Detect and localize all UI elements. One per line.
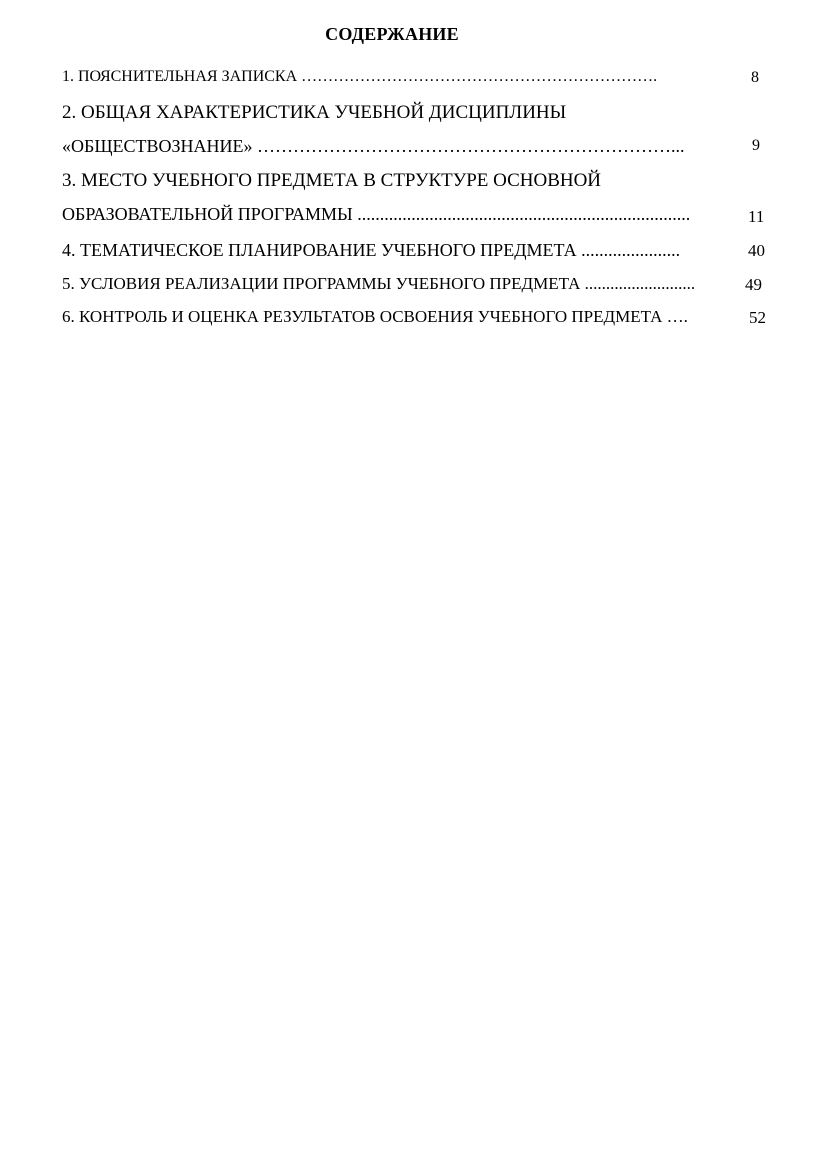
- toc-entry-3-line-1: 3. МЕСТО УЧЕБНОГО ПРЕДМЕТА В СТРУКТУРЕ ОСНОВНОЙ: [62, 170, 602, 191]
- toc-page-6: 52: [749, 308, 766, 327]
- toc-entry-4: 4. ТЕМАТИЧЕСКОЕ ПЛАНИРОВАНИЕ УЧЕБНОГО ПРЕДМЕТА ......................: [62, 240, 681, 260]
- toc-entry-5: 5. УСЛОВИЯ РЕАЛИЗАЦИИ ПРОГРАММЫ УЧЕБНОГО ПРЕДМЕТА ..........................: [62, 274, 696, 293]
- toc-page-5: 49: [745, 275, 762, 294]
- toc-entry-2-line-1: 2. ОБЩАЯ ХАРАКТЕРИСТИКА УЧЕБНОЙ ДИСЦИПЛИНЫ: [62, 102, 567, 123]
- toc-entry-1: 1. ПОЯСНИТЕЛЬНАЯ ЗАПИСКА ………………………………………………………….: [62, 68, 658, 85]
- toc-page-3: 11: [748, 207, 765, 226]
- toc-page-1: 8: [751, 69, 759, 86]
- toc-entry-6: 6. КОНТРОЛЬ И ОЦЕНКА РЕЗУЛЬТАТОВ ОСВОЕНИЯ УЧЕБНОГО ПРЕДМЕТА ….: [62, 307, 688, 326]
- toc-page-4: 40: [748, 241, 765, 260]
- toc-page-2: 9: [752, 137, 760, 154]
- toc-title: СОДЕРЖАНИЕ: [325, 24, 459, 44]
- toc-entry-2-line-2: «ОБЩЕСТВОЗНАНИЕ» ……………………………………………………………...: [62, 136, 685, 156]
- toc-entry-3-line-2: ОБРАЗОВАТЕЛЬНОЙ ПРОГРАММЫ ..........................................................................: [62, 204, 691, 224]
